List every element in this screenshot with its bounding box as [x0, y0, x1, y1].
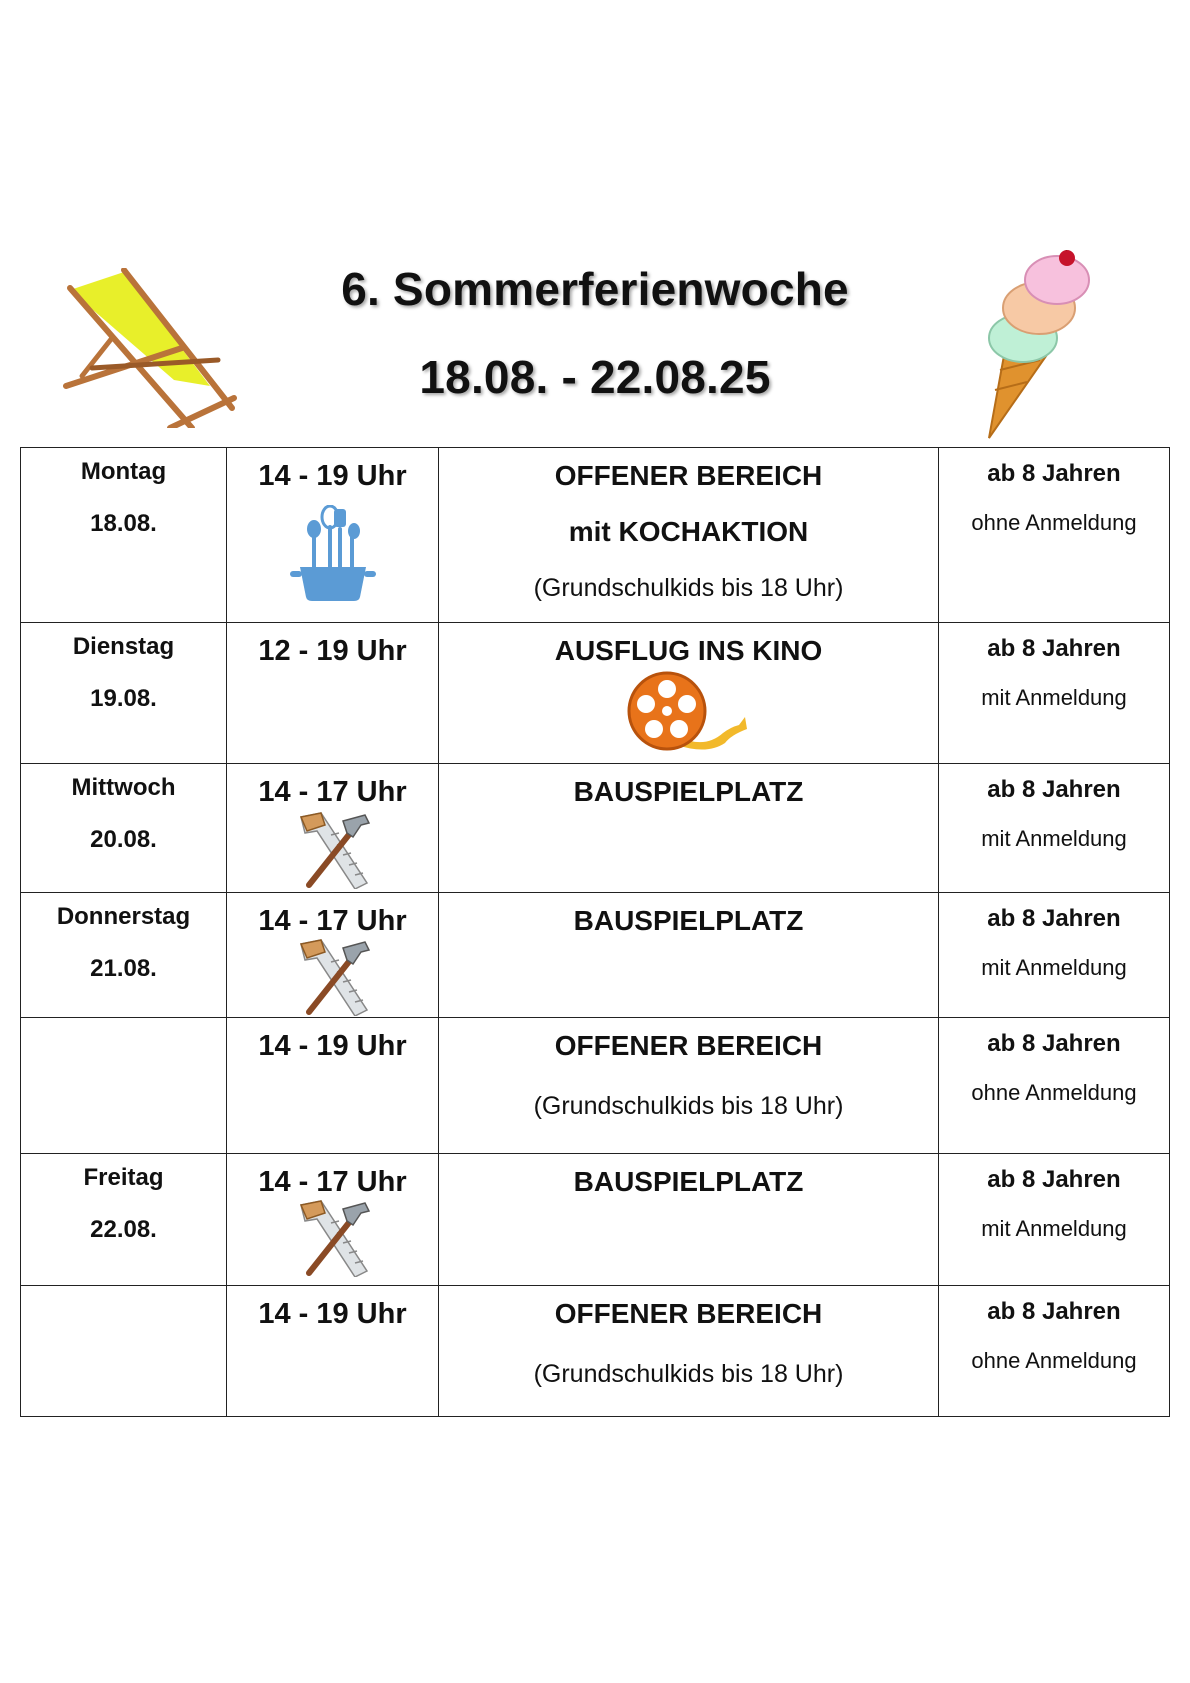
activity-cell	[439, 1154, 939, 1286]
activity-note: (Grundschulkids bis 18 Uhr)	[533, 574, 844, 602]
age-label: ab 8 Jahren	[987, 1298, 1121, 1325]
activity-note: (Grundschulkids bis 18 Uhr)	[533, 1360, 844, 1388]
table-row	[21, 1286, 1170, 1417]
schedule-table	[20, 447, 1170, 1417]
registration-label: mit Anmeldung	[981, 826, 1127, 851]
time-cell	[227, 764, 439, 893]
age-label: ab 8 Jahren	[987, 635, 1121, 662]
registration-label: ohne Anmeldung	[971, 510, 1137, 535]
date-label: 21.08.	[90, 955, 157, 982]
activity-cell	[439, 1018, 939, 1154]
cooking-pot-icon	[290, 505, 376, 601]
activity-label: OFFENER BEREICH	[554, 1030, 823, 1061]
day-cell	[21, 1154, 227, 1286]
time-cell	[227, 1018, 439, 1154]
time-cell	[227, 1154, 439, 1286]
time-label: 14 - 19 Uhr	[258, 1030, 407, 1062]
day-label: Freitag	[83, 1164, 164, 1191]
activity-cell	[439, 893, 939, 1018]
activity-cell	[439, 1286, 939, 1417]
date-label: 19.08.	[90, 685, 157, 712]
age-label: ab 8 Jahren	[987, 1030, 1121, 1057]
activity-label: OFFENER BEREICH	[554, 1298, 823, 1329]
time-cell	[227, 893, 439, 1018]
age-label: ab 8 Jahren	[987, 460, 1121, 487]
saw-hammer-icon	[295, 811, 371, 889]
age-label: ab 8 Jahren	[987, 1166, 1121, 1193]
day-label: Mittwoch	[71, 774, 176, 801]
day-label: Donnerstag	[56, 903, 191, 930]
table-row	[21, 623, 1170, 764]
table-row	[21, 764, 1170, 893]
table-row	[21, 1154, 1170, 1286]
day-cell	[21, 623, 227, 764]
date-label: 20.08.	[90, 826, 157, 853]
day-cell	[21, 893, 227, 1018]
day-cell	[21, 1286, 227, 1417]
activity-label: BAUSPIELPLATZ	[573, 776, 804, 807]
age-cell	[939, 1018, 1170, 1154]
date-range: 18.08. - 22.08.25	[419, 351, 771, 403]
registration-label: mit Anmeldung	[981, 955, 1127, 980]
time-label: 12 - 19 Uhr	[258, 635, 407, 667]
time-label: 14 - 17 Uhr	[258, 905, 407, 937]
registration-label: mit Anmeldung	[981, 1216, 1127, 1241]
table-row	[21, 1018, 1170, 1154]
activity-cell	[439, 623, 939, 764]
date-label: 22.08.	[90, 1216, 157, 1243]
activity-note: (Grundschulkids bis 18 Uhr)	[533, 1092, 844, 1120]
time-cell	[227, 623, 439, 764]
film-reel-icon	[627, 671, 751, 753]
time-label: 14 - 19 Uhr	[258, 1298, 407, 1330]
time-label: 14 - 19 Uhr	[258, 460, 407, 492]
day-label: Dienstag	[72, 633, 175, 660]
activity-sublabel: mit KOCHAKTION	[568, 516, 809, 547]
day-cell	[21, 448, 227, 623]
date-label: 18.08.	[90, 510, 157, 537]
age-label: ab 8 Jahren	[987, 905, 1121, 932]
time-cell	[227, 448, 439, 623]
activity-label: AUSFLUG INS KINO	[554, 635, 823, 666]
activity-label: OFFENER BEREICH	[554, 460, 823, 491]
activity-cell	[439, 448, 939, 623]
day-cell	[21, 764, 227, 893]
age-cell	[939, 1286, 1170, 1417]
age-label: ab 8 Jahren	[987, 776, 1121, 803]
age-cell	[939, 893, 1170, 1018]
age-cell	[939, 623, 1170, 764]
time-label: 14 - 17 Uhr	[258, 776, 407, 808]
saw-hammer-icon	[295, 938, 371, 1016]
time-label: 14 - 17 Uhr	[258, 1166, 407, 1198]
table-row	[21, 448, 1170, 623]
activity-label: BAUSPIELPLATZ	[573, 905, 804, 936]
table-row	[21, 893, 1170, 1018]
day-cell	[21, 1018, 227, 1154]
age-cell	[939, 448, 1170, 623]
age-cell	[939, 1154, 1170, 1286]
activity-cell	[439, 764, 939, 893]
registration-label: mit Anmeldung	[981, 685, 1127, 710]
registration-label: ohne Anmeldung	[971, 1080, 1137, 1105]
registration-label: ohne Anmeldung	[971, 1348, 1137, 1373]
activity-label: BAUSPIELPLATZ	[573, 1166, 804, 1197]
page-title: 6. Sommerferienwoche	[341, 263, 849, 315]
age-cell	[939, 764, 1170, 893]
saw-hammer-icon	[295, 1199, 371, 1277]
time-cell	[227, 1286, 439, 1417]
day-label: Montag	[80, 458, 167, 485]
